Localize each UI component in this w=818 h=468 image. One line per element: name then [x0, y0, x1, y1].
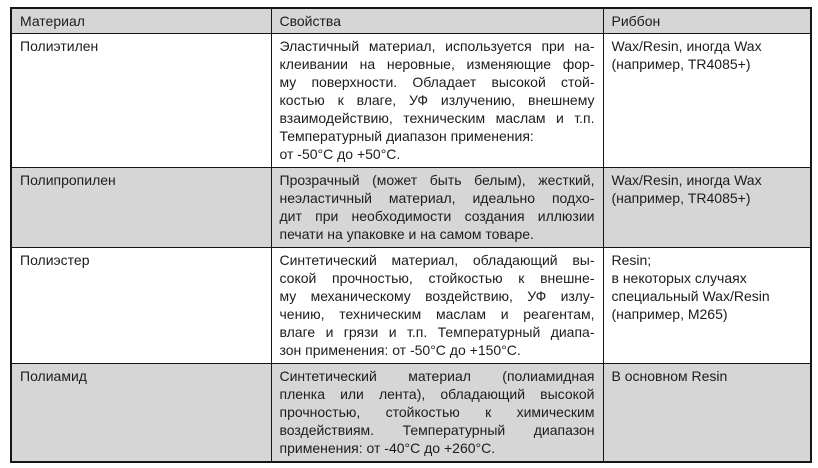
properties-text-line: сокой прочностью, стойкостью к внешне- [279, 270, 595, 286]
column-header-material: Материал [11, 8, 271, 34]
table-row [11, 168, 811, 248]
properties-text-line: неэластичный материал, идеально подхо- [279, 190, 595, 206]
properties-text-line: Прозрачный (может быть белым), жесткий, [279, 172, 595, 188]
table-header-row [11, 8, 811, 34]
materials-table [10, 7, 812, 463]
material-cell: Полипропилен [11, 168, 271, 248]
properties-text-line: му поверхности. Обладает высокой стой- [279, 74, 595, 90]
properties-text-line: Эластичный материал, используется при на- [279, 38, 595, 54]
properties-cell [271, 364, 603, 463]
ribbon-cell [603, 34, 811, 168]
properties-text-line: чению, техническим маслам и реагентам, [279, 306, 595, 322]
properties-text-line: взаимодействию, техническим маслам и т.п. [279, 110, 595, 126]
ribbon-cell [603, 364, 811, 463]
properties-text-line: клеивании на неровные, изменяющие фор- [279, 56, 595, 72]
properties-text-line: Синтетический материал (полиамидная [279, 368, 595, 384]
properties-cell [271, 248, 603, 364]
ribbon-text-line: Resin; [611, 252, 652, 268]
document-page [10, 7, 810, 463]
table-body [11, 34, 811, 463]
material-cell: Полиэстер [11, 248, 271, 364]
ribbon-cell [603, 168, 811, 248]
properties-text-line: пленка или лента), обладающий высокой [279, 386, 595, 402]
ribbon-text-line: В основном Resin [611, 368, 728, 384]
properties-text-line: дит при необходимости создания иллюзии [279, 208, 595, 224]
properties-text-line: Синтетический материал, обладающий вы- [279, 252, 595, 268]
properties-text-line: зон применения: от -50°С до +150°С. [279, 342, 521, 358]
table-row [11, 248, 811, 364]
ribbon-text-line: (например, M265) [611, 306, 728, 322]
properties-text-line: печати на упаковке и на самом товаре. [279, 226, 534, 242]
properties-text-line: от -50°С до +50°С. [279, 146, 401, 162]
properties-text-line: му механическому воздействию, УФ излу- [279, 288, 595, 304]
ribbon-text-line: специальный Wax/Resin [611, 288, 770, 304]
properties-text-line: влаге и грязи и т.п. Температурный диапа- [279, 324, 595, 340]
column-header-properties: Свойства [271, 8, 603, 34]
properties-text-line: воздействиям. Температурный диапазон [279, 422, 595, 438]
ribbon-text-line: Wax/Resin, иногда Wax [611, 172, 762, 188]
ribbon-cell [603, 248, 811, 364]
properties-cell [271, 34, 603, 168]
material-cell: Полиэтилен [11, 34, 271, 168]
properties-text-line: применения: от -40°С до +260°С. [279, 440, 496, 456]
ribbon-text-line: в некоторых случаях [611, 270, 747, 286]
properties-cell [271, 168, 603, 248]
properties-text-line: прочностью, стойкостью к химическим [279, 404, 595, 420]
table-row [11, 34, 811, 168]
ribbon-text-line: (например, TR4085+) [611, 190, 751, 206]
table-row [11, 364, 811, 463]
ribbon-text-line: Wax/Resin, иногда Wax [611, 38, 762, 54]
column-header-ribbon: Риббон [603, 8, 811, 34]
ribbon-text-line: (например, TR4085+) [611, 56, 751, 72]
properties-text-line: костью к влаге, УФ излучению, внешнему [279, 92, 595, 108]
material-cell: Полиамид [11, 364, 271, 463]
properties-text-line: Температурный диапазон применения: [279, 128, 534, 144]
